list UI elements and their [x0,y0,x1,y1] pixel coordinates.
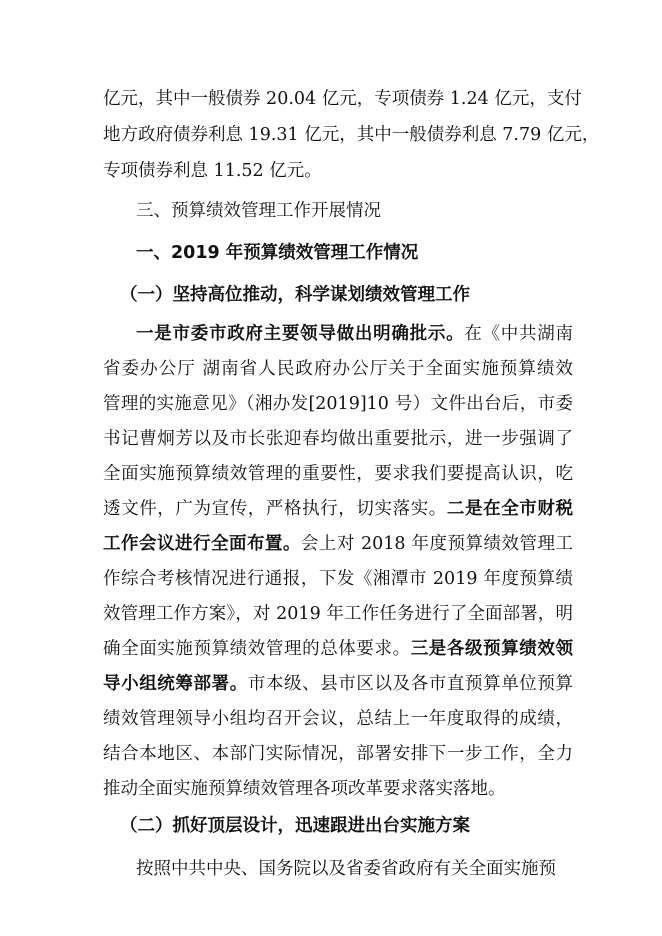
para2-line-8: 作综合考核情况进行通报，下发《湘潭市 2019 年度预算绩 [103,569,573,589]
para2-line-3: 管理的实施意见》（湘办发[2019]10 号）文件出台后，市委 [103,394,573,414]
para2-emph-3: 三是各级预算绩效领 [410,639,574,659]
para2-line-11: 导小组统筹部署。市本级、县市区以及各市直预算单位预算 [103,674,574,694]
para2-line-10: 确全面实施预算绩效管理的总体要求。三是各级预算绩效领 [103,639,574,659]
para2-line-12: 绩效管理领导小组均召开会议，总结上一年度取得的成绩， [103,709,573,729]
para1-line-3: 专项债券利息 11.52 亿元。 [103,161,322,181]
para2-line-9: 效管理工作方案》，对 2019 年工作任务进行了全面部署，明 [103,604,573,624]
para2-emph-3b: 导小组统筹部署。 [103,674,248,694]
para2-line-5: 全面实施预算绩效管理的重要性，要求我们要提高认识，吃 [103,464,573,484]
para2-line-13: 结合本地区、本部门实际情况，部署安排下一步工作，全力 [103,744,573,764]
subheading-1: （一）坚持高位推动，科学谋划绩效管理工作 [120,285,470,305]
para1-line-2: 地方政府债券利息 19.31 亿元，其中一般债券利息 7.79 亿元， [103,125,600,145]
para2-emph-1: 一是市委市政府主要领导做出明确批示。 [136,324,465,344]
para2-line-7: 工作会议进行全面布置。会上对 2018 年度预算绩效管理工 [103,534,573,554]
para2-emph-2: 二是在全市财税 [446,499,574,519]
section-heading-3: 三、预算绩效管理工作开展情况 [136,201,381,221]
para2-line-14: 推动全面实施预算绩效管理各项改革要求落实落地。 [103,779,506,799]
para3-line-1: 按照中共中央、国务院以及省委省政府有关全面实施预 [136,859,556,879]
para2-emph-2b: 工作会议进行全面布置。 [103,534,301,554]
para2-line-1: 一是市委市政府主要领导做出明确批示。在《中共湖南 [136,324,574,344]
subheading-2: （二）抓好顶层设计，迅速跟进出台实施方案 [120,816,470,836]
para2-line-2: 省委办公厅 湖南省人民政府办公厅关于全面实施预算绩效 [103,359,573,379]
section-heading-1: 一、2019 年预算绩效管理工作情况 [136,243,419,263]
para2-line-4: 书记曹炯芳以及市长张迎春均做出重要批示，进一步强调了 [103,429,573,449]
para1-line-1: 亿元，其中一般债券 20.04 亿元，专项债券 1.24 亿元，支付 [103,89,582,109]
para2-line-6: 透文件，广为宣传，严格执行，切实落实。二是在全市财税 [103,499,574,519]
